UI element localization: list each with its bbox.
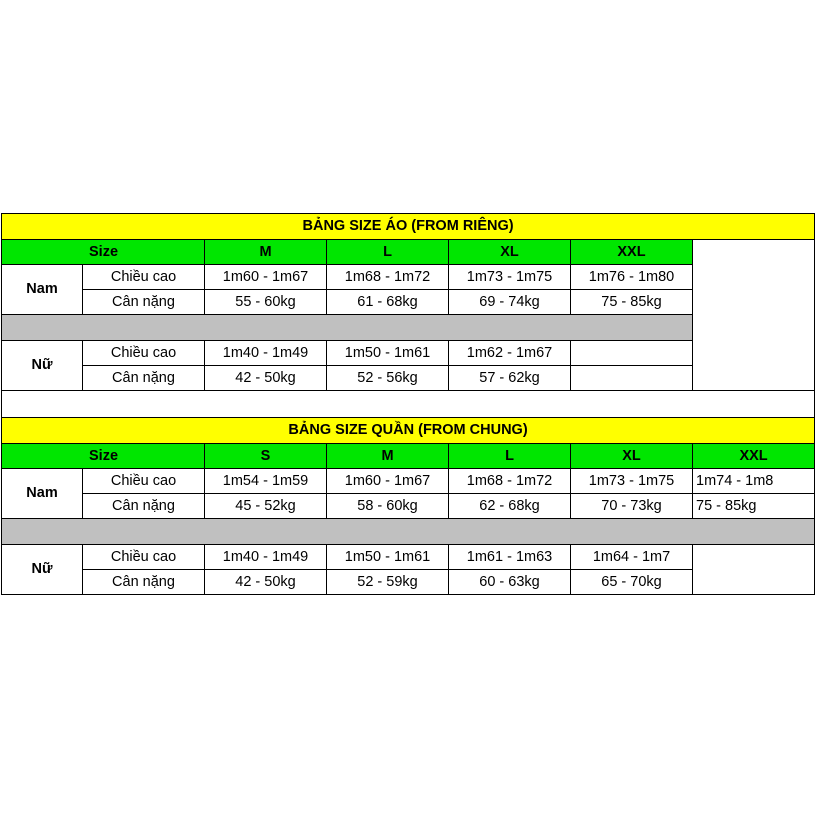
table-cell: 1m73 - 1m75 <box>449 265 571 290</box>
table-cell: 55 - 60kg <box>205 290 327 315</box>
table-cell <box>693 545 815 595</box>
gray-separator <box>2 519 815 545</box>
table-cell: 1m74 - 1m8 <box>693 469 815 494</box>
shirt-table-title-row <box>2 214 815 240</box>
shirt-size-header-row <box>2 240 815 265</box>
table-cell: 1m54 - 1m59 <box>205 469 327 494</box>
table-cell: 1m73 - 1m75 <box>571 469 693 494</box>
table-cell: 1m61 - 1m63 <box>449 545 571 570</box>
table-cell: 60 - 63kg <box>449 570 571 595</box>
shirt-size-header: L <box>327 240 449 265</box>
gender-label-female: Nữ <box>2 545 83 595</box>
pants-size-header-row <box>2 444 815 469</box>
table-cell: 1m40 - 1m49 <box>205 545 327 570</box>
table-cell <box>571 341 693 366</box>
row-label: Chiều cao <box>83 545 205 570</box>
table-cell: 1m68 - 1m72 <box>449 469 571 494</box>
spacer-cell <box>2 391 815 418</box>
row-label: Cân nặng <box>83 570 205 595</box>
row-label: Cân nặng <box>83 366 205 391</box>
table-cell: 52 - 59kg <box>327 570 449 595</box>
spacer-row <box>2 391 815 418</box>
table-cell: 1m50 - 1m61 <box>327 545 449 570</box>
table-cell: 1m50 - 1m61 <box>327 341 449 366</box>
row-label: Cân nặng <box>83 290 205 315</box>
size-chart-table <box>1 213 815 595</box>
pants-table-title: BẢNG SIZE QUẦN (FROM CHUNG) <box>2 418 815 444</box>
table-cell: 1m60 - 1m67 <box>327 469 449 494</box>
shirt-empty-column <box>693 240 815 391</box>
pants-size-header: XL <box>571 444 693 469</box>
pants-size-header: L <box>449 444 571 469</box>
table-cell: 57 - 62kg <box>449 366 571 391</box>
table-row <box>2 494 815 519</box>
pants-size-header: M <box>327 444 449 469</box>
table-row <box>2 469 815 494</box>
pants-size-header: XXL <box>693 444 815 469</box>
table-cell: 62 - 68kg <box>449 494 571 519</box>
pants-table-title-row <box>2 418 815 444</box>
table-cell: 52 - 56kg <box>327 366 449 391</box>
table-cell: 45 - 52kg <box>205 494 327 519</box>
table-cell: 70 - 73kg <box>571 494 693 519</box>
row-label: Chiều cao <box>83 341 205 366</box>
shirt-size-header: M <box>205 240 327 265</box>
table-cell: 1m62 - 1m67 <box>449 341 571 366</box>
shirt-size-header: XL <box>449 240 571 265</box>
row-label: Cân nặng <box>83 494 205 519</box>
table-cell: 1m76 - 1m80 <box>571 265 693 290</box>
table-cell: 61 - 68kg <box>327 290 449 315</box>
row-label: Chiều cao <box>83 265 205 290</box>
table-cell: 1m64 - 1m7 <box>571 545 693 570</box>
gender-label-male: Nam <box>2 265 83 315</box>
table-cell: 58 - 60kg <box>327 494 449 519</box>
table-cell <box>571 366 693 391</box>
table-row <box>2 545 815 570</box>
table-cell: 69 - 74kg <box>449 290 571 315</box>
shirt-table-title: BẢNG SIZE ÁO (FROM RIÊNG) <box>2 214 815 240</box>
shirt-size-header: XXL <box>571 240 693 265</box>
row-label: Chiều cao <box>83 469 205 494</box>
pants-size-header: S <box>205 444 327 469</box>
shirt-size-label: Size <box>2 240 205 265</box>
table-cell: 1m60 - 1m67 <box>205 265 327 290</box>
gender-label-female: Nữ <box>2 341 83 391</box>
table-cell: 65 - 70kg <box>571 570 693 595</box>
gender-label-male: Nam <box>2 469 83 519</box>
table-cell: 1m40 - 1m49 <box>205 341 327 366</box>
table-cell: 75 - 85kg <box>571 290 693 315</box>
table-cell: 75 - 85kg <box>693 494 815 519</box>
pants-size-label: Size <box>2 444 205 469</box>
table-cell: 1m68 - 1m72 <box>327 265 449 290</box>
table-cell: 42 - 50kg <box>205 366 327 391</box>
table-cell: 42 - 50kg <box>205 570 327 595</box>
gray-separator <box>2 315 693 341</box>
separator-row <box>2 519 815 545</box>
size-chart-sheet <box>1 213 814 595</box>
